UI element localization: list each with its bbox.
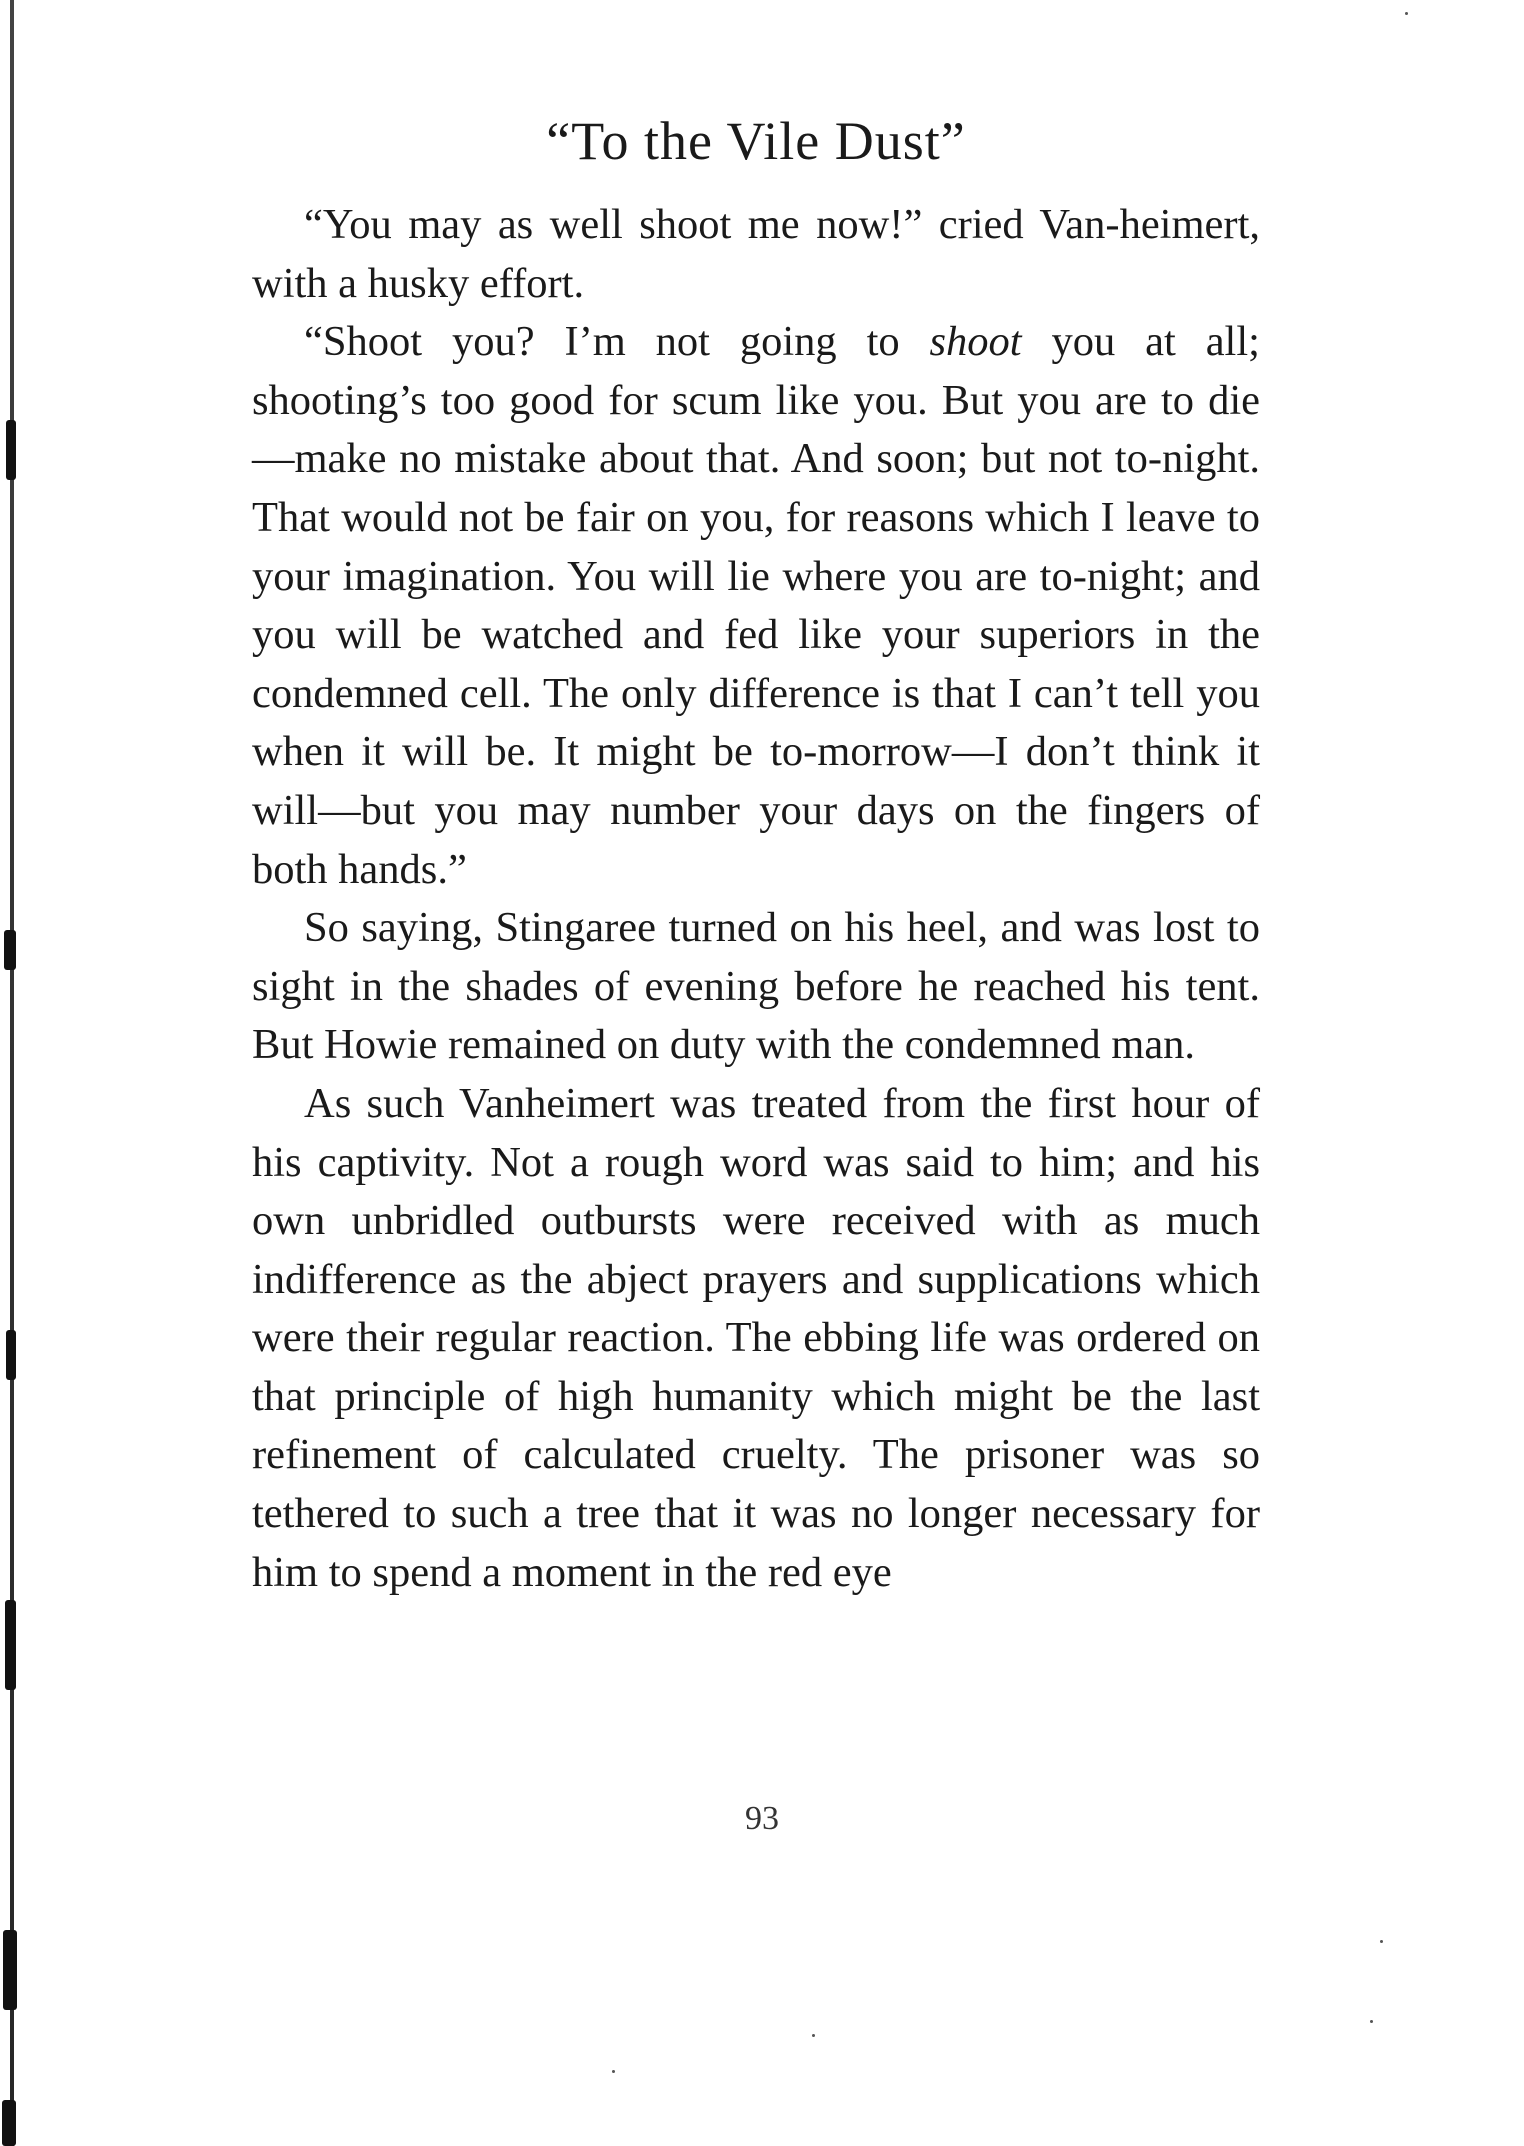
- paper-speck: [1380, 1940, 1383, 1943]
- binding-mark: [4, 930, 16, 970]
- paragraph-text: “Shoot you? I’m not going to: [304, 318, 930, 366]
- binding-mark: [3, 1930, 17, 2010]
- paper-speck: [1370, 2020, 1373, 2023]
- page-number: 93: [745, 1800, 779, 1837]
- binding-mark: [5, 1600, 16, 1690]
- body-text: [252, 196, 1260, 1602]
- binding-mark: [2, 2100, 16, 2146]
- paragraph: [252, 1075, 1260, 1602]
- running-head: “To the Vile Dust”: [546, 111, 966, 171]
- paper-speck: [612, 2070, 615, 2073]
- paragraph-text: you at all; shooting’s too good for scum like you. But you are to die—make no mistake about that. And soon; but not to-night. That would not be fair on you, for reasons which I leave to your imagination. You will lie where you are to-night; and you will be watched and fed like your superiors in the condemned cell. The only difference is that I can’t tell you when it will be. It might be to-morrow—I don’t think it will—but you may number your days on the fingers of both hands.”: [252, 318, 1260, 893]
- paragraph: [252, 899, 1260, 1075]
- binding-mark: [6, 1330, 16, 1380]
- paragraph: [252, 313, 1260, 899]
- paragraph-text: So saying, Stingaree turned on his heel, and was lost to sight in the shades of evening before he reached his tent. But Howie remained on duty with the condemned man.: [252, 904, 1260, 1069]
- binding-mark: [6, 420, 16, 480]
- paper-speck: [1405, 12, 1408, 15]
- paragraph: [252, 196, 1260, 313]
- book-page: [252, 110, 1260, 1602]
- paragraph-text: “You may as well shoot me now!” cried Van-heimert, with a husky effort.: [252, 201, 1260, 307]
- paper-speck: [812, 2034, 815, 2037]
- emphasized-word: shoot: [929, 318, 1022, 366]
- paragraph-text: As such Vanheimert was treated from the first hour of his captivity. Not a rough word was said to him; and his own unbridled outbursts were received with as much indifference as the abject prayers and supplications which were their regular reaction. The ebbing life was ordered on that principle of high humanity which might be the last refinement of calculated cruelty. The prisoner was so tethered to such a tree that it was no longer necessary for him to spend a moment in the red eye: [252, 1079, 1260, 1596]
